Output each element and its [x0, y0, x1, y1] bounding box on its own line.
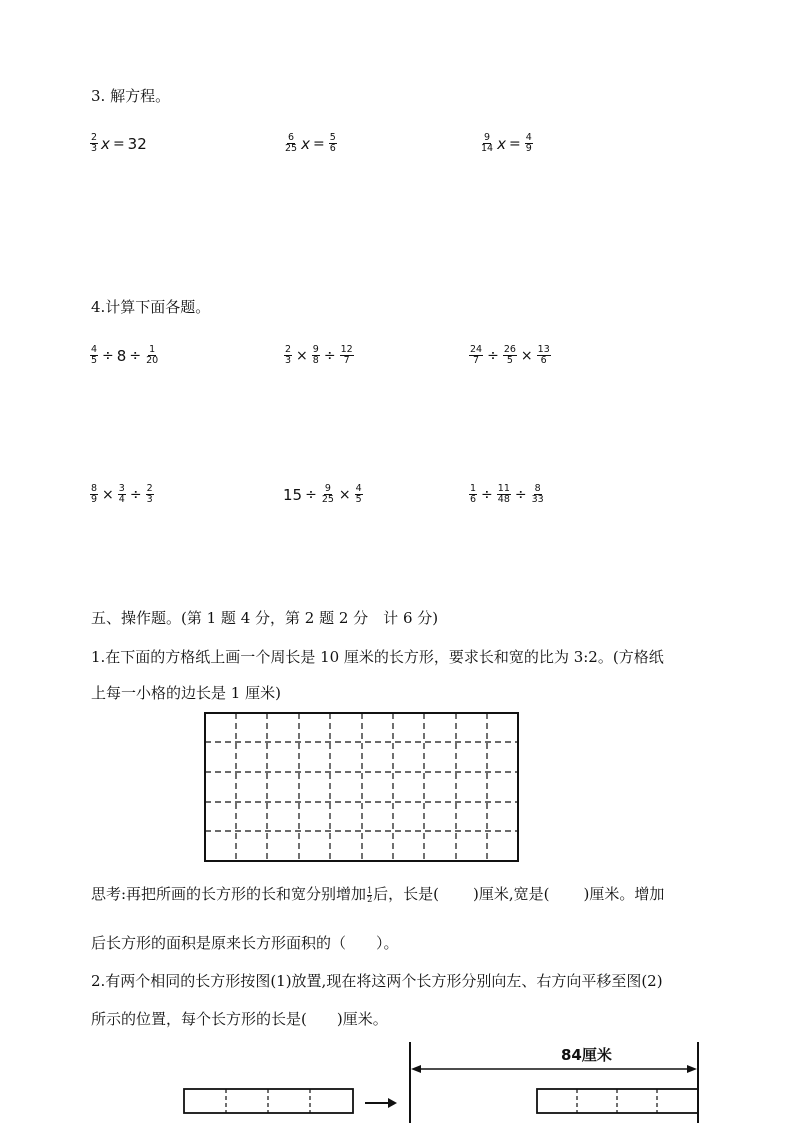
- fraction: $\frac{3}{4}$: [118, 483, 125, 505]
- problem-2: $\frac{2}{3}$ × $\frac{9}{8}$ ÷ $\frac{12}{7}$: [285, 344, 353, 366]
- problem-5: 15 ÷ $\frac{9}{25}$ × $\frac{4}{5}$: [283, 483, 362, 505]
- dimension-arrow: [411, 1065, 697, 1073]
- rectangle-figure-1: [184, 1089, 353, 1113]
- fraction: $\frac{24}{7}$: [470, 344, 483, 366]
- problem-6: $\frac{1}{6}$ ÷ $\frac{11}{48}$ ÷ $\frac{8}{33}$: [470, 483, 544, 505]
- question-1-line-1: 1.在下面的方格纸上画一个周长是 10 厘米的长方形，要求长和宽的比为 3:2。(方格纸: [91, 648, 664, 666]
- fraction: $\frac{2}{3}$: [91, 132, 98, 154]
- fraction: $\frac{12}{7}$: [340, 344, 353, 366]
- fraction: $\frac{4}{5}$: [91, 344, 98, 366]
- equation-3: $\frac{9}{14}$ x = $\frac{4}{9}$: [481, 132, 532, 154]
- dimension-label: 84厘米: [561, 1046, 612, 1064]
- problem-4: $\frac{8}{9}$ × $\frac{3}{4}$ ÷ $\frac{2}{3}$: [91, 483, 153, 505]
- think-line-1: 思考:再把所画的长方形的长和宽分别增加 $\frac{1}{2}$ 后，长是( )厘米,宽是( )厘米。增加: [91, 885, 665, 904]
- fraction: $\frac{11}{48}$: [497, 483, 510, 505]
- fraction: $\frac{9}{14}$: [481, 132, 494, 154]
- right-arrow-icon: [365, 1098, 397, 1108]
- rectangle-figure-2: [537, 1089, 698, 1113]
- question-2-line-2: 所示的位置，每个长方形的长是( )厘米。: [91, 1010, 388, 1028]
- equation-1: $\frac{2}{3}$ x = 32: [91, 132, 147, 154]
- fraction: $\frac{1}{20}$: [146, 344, 159, 366]
- problem-1: $\frac{4}{5}$ ÷ 8 ÷ $\frac{1}{20}$: [91, 344, 159, 366]
- grid-paper[interactable]: [202, 710, 522, 866]
- fraction: $\frac{5}{6}$: [329, 132, 336, 154]
- problem-3: $\frac{24}{7}$ ÷ $\frac{26}{5}$ × $\frac{13}{6}$: [470, 344, 550, 366]
- fraction: $\frac{9}{8}$: [312, 344, 319, 366]
- fraction: $\frac{9}{25}$: [321, 483, 334, 505]
- section-4-title: 4.计算下面各题。: [91, 298, 211, 316]
- fraction: $\frac{26}{5}$: [503, 344, 516, 366]
- fraction: $\frac{2}{3}$: [285, 344, 292, 366]
- question-1-line-2: 上每一小格的边长是 1 厘米): [91, 684, 281, 702]
- rectangles-figure: [180, 1038, 710, 1123]
- fraction: $\frac{13}{6}$: [537, 344, 550, 366]
- think-line-2: 后长方形的面积是原来长方形面积的（ ）。: [91, 934, 399, 952]
- fraction: $\frac{1}{2}$: [367, 885, 373, 904]
- section-5-title: 五、操作题。(第 1 题 4 分，第 2 题 2 分 计 6 分): [91, 609, 439, 627]
- fraction: $\frac{8}{9}$: [91, 483, 98, 505]
- fraction: $\frac{6}{25}$: [285, 132, 298, 154]
- section-3-title: 3. 解方程。: [91, 87, 171, 105]
- fraction: $\frac{8}{33}$: [531, 483, 544, 505]
- fraction: $\frac{4}{9}$: [525, 132, 532, 154]
- equation-2: $\frac{6}{25}$ x = $\frac{5}{6}$: [285, 132, 336, 154]
- fraction: $\frac{1}{6}$: [470, 483, 477, 505]
- fraction: $\frac{2}{3}$: [146, 483, 153, 505]
- question-2-line-1: 2.有两个相同的长方形按图(1)放置,现在将这两个长方形分别向左、右方向平移至图(2): [91, 972, 663, 990]
- fraction: $\frac{4}{5}$: [355, 483, 362, 505]
